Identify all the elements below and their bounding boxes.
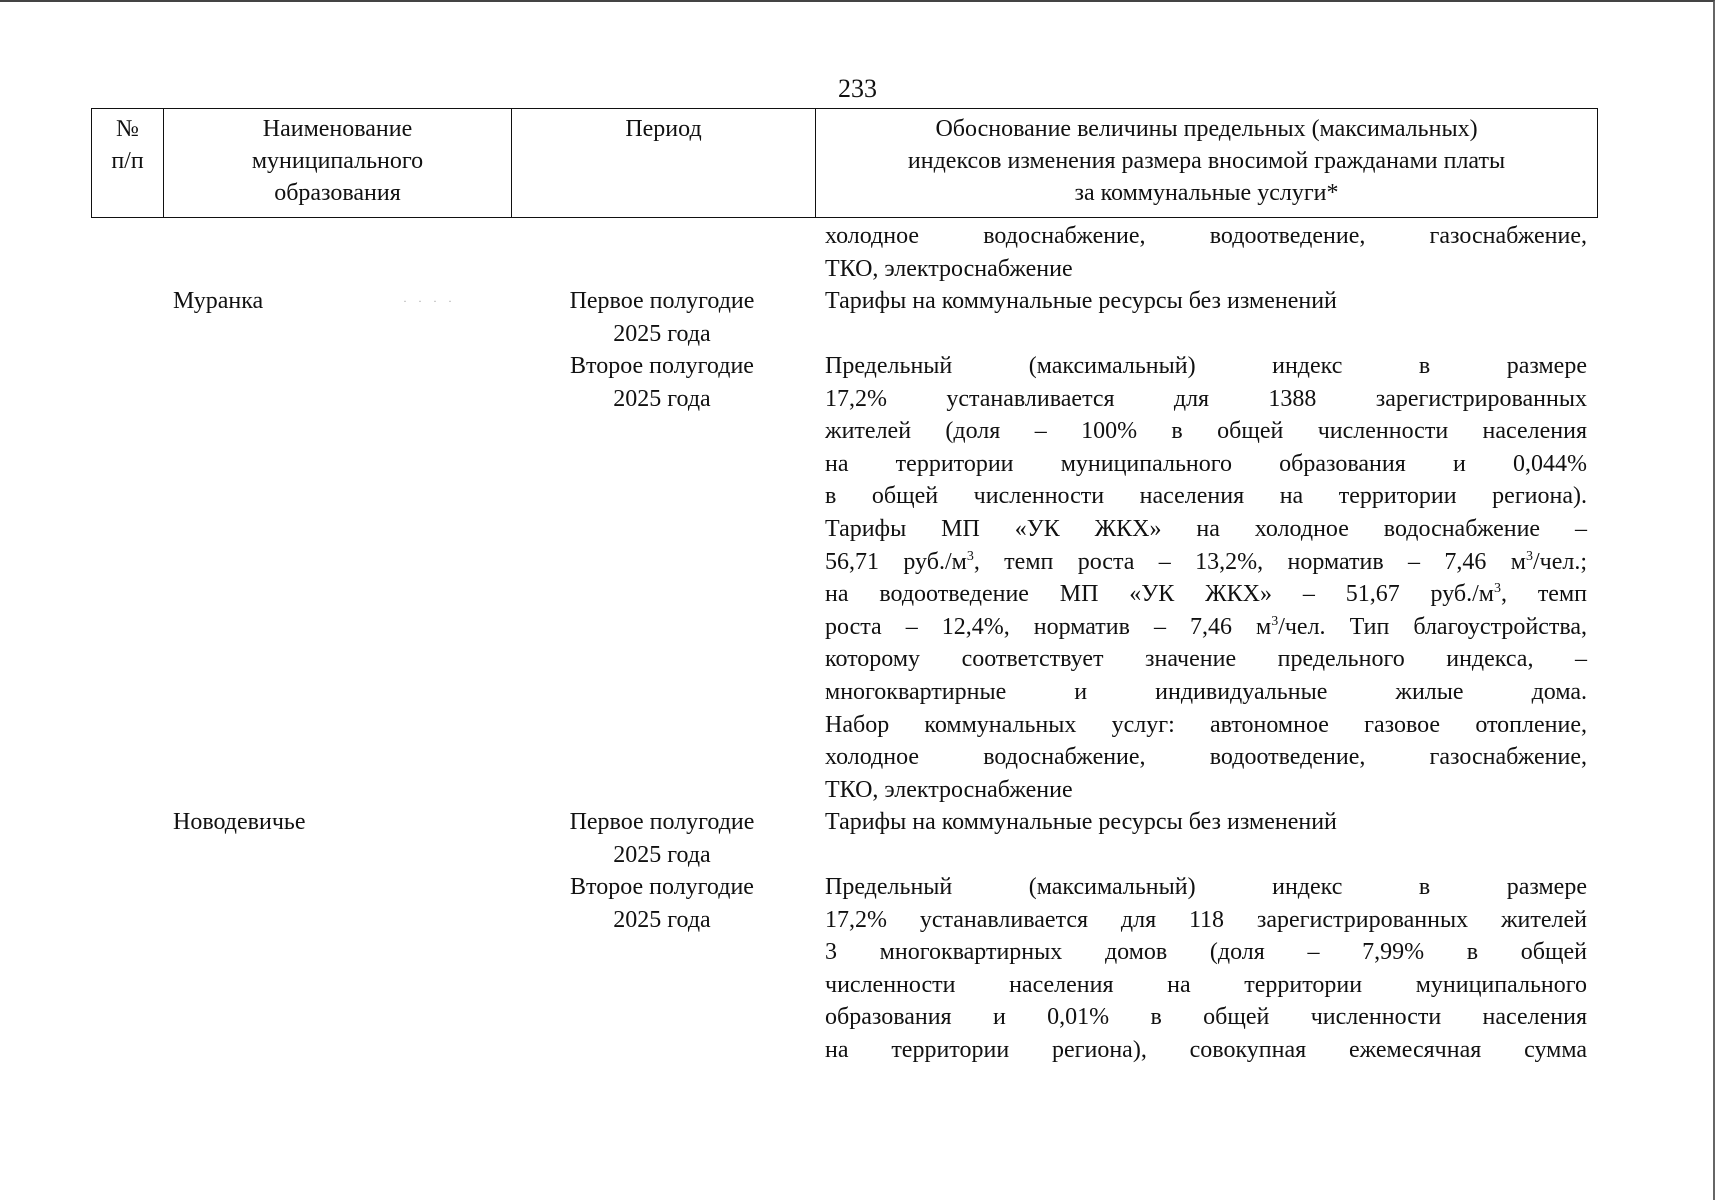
period-first-half [512,285,812,350]
period-text: 2025 года [613,841,711,868]
text-line: на территории муниципального образования и 0,044% [825,450,1587,477]
period-text: 2025 года [613,320,711,347]
text-line: ТКО, электроснабжение [825,776,1073,803]
header-col-municipality [164,109,512,217]
period-text: 2025 года [613,385,711,412]
header-text: Наименование [262,116,413,142]
text-line: Тарифы МП «УК ЖКХ» на холодное водоснабжение – [825,515,1587,542]
text-line: многоквартирные и индивидуальные жилые дома. [825,678,1587,705]
header-text: образования [274,180,401,206]
text-line: холодное водоснабжение, водоотведение, газоснабжение, [825,223,1587,249]
municipality-name: Муранка [173,288,264,314]
scan-artifact: · · · · [403,294,456,308]
text-line: холодное водоснабжение, водоотведение, газоснабжение, [825,744,1587,771]
text-line: ТКО, электроснабжение [825,255,1073,282]
header-text: Обоснование величины предельных (максимальных) [935,116,1478,142]
text-line: 56,71 $руб./м^3$, темп роста – 13,2%, норматив – 7,46 $м^3$/чел.; [825,548,1588,575]
period-first-text [825,285,1587,318]
text-line: 3 многоквартирных домов (доля – 7,99% в общей [825,939,1587,966]
header-text: за коммунальные услуги* [1074,180,1339,206]
header-text: № [116,116,139,142]
text-line: на территории региона), совокупная ежемесячная сумма [825,1036,1587,1063]
header-col-period [512,109,816,217]
text-line: Тарифы на коммунальные ресурсы без изменений [825,288,1337,314]
text-line: Набор коммунальных услуг: автономное газовое отопление, [825,711,1587,738]
text-line: Предельный (максимальный) индекс в размере [825,874,1587,900]
period-text: Второе полугодие [570,353,754,379]
text-line: численности населения на территории муниципального [825,971,1587,998]
period-first-text [825,806,1587,839]
text-line: Тарифы на коммунальные ресурсы без изменений [825,809,1337,835]
header-text: Период [625,116,702,142]
page-number: 233 [838,74,877,103]
header-text: п/п [111,148,144,174]
text-line: в общей численности населения на территории региона). [825,483,1587,510]
text-line: которому соответствует значение предельного индекса, – [825,646,1587,673]
continuation-text [825,220,1587,285]
text-line: Предельный (максимальный) индекс в размере [825,353,1587,379]
period-second-half [512,871,812,936]
period-first-half [512,806,812,871]
text-line: 17,2% устанавливается для 118 зарегистрированных жителей [825,906,1587,933]
period-text: Второе полугодие [570,874,754,900]
municipality-name: Новодевичье [173,809,306,835]
period-text: Первое полугодие [569,809,755,835]
period-text: 2025 года [613,906,711,933]
period-second-half [512,350,812,415]
header-col-number [92,109,164,217]
header-text: муниципального [251,148,424,174]
period-second-text [825,871,1587,1067]
period-text: Первое полугодие [569,288,755,314]
text-line: роста – 12,4%, норматив – 7,46 $м^3$/чел. Тип благоустройства, [825,613,1588,640]
period-second-text [825,350,1587,806]
header-col-justification [816,109,1597,217]
table-header [91,108,1598,218]
text-line: на водоотведение МП «УК ЖКХ» – 51,67 $руб./м^3$, темп [825,581,1587,608]
text-line: жителей (доля – 100% в общей численности населения [825,418,1587,445]
text-line: образования и 0,01% в общей численности населения [825,1004,1587,1031]
text-line: 17,2% устанавливается для 1388 зарегистрированных [825,385,1587,412]
header-text: индексов изменения размера вносимой гражданами платы [907,148,1506,174]
